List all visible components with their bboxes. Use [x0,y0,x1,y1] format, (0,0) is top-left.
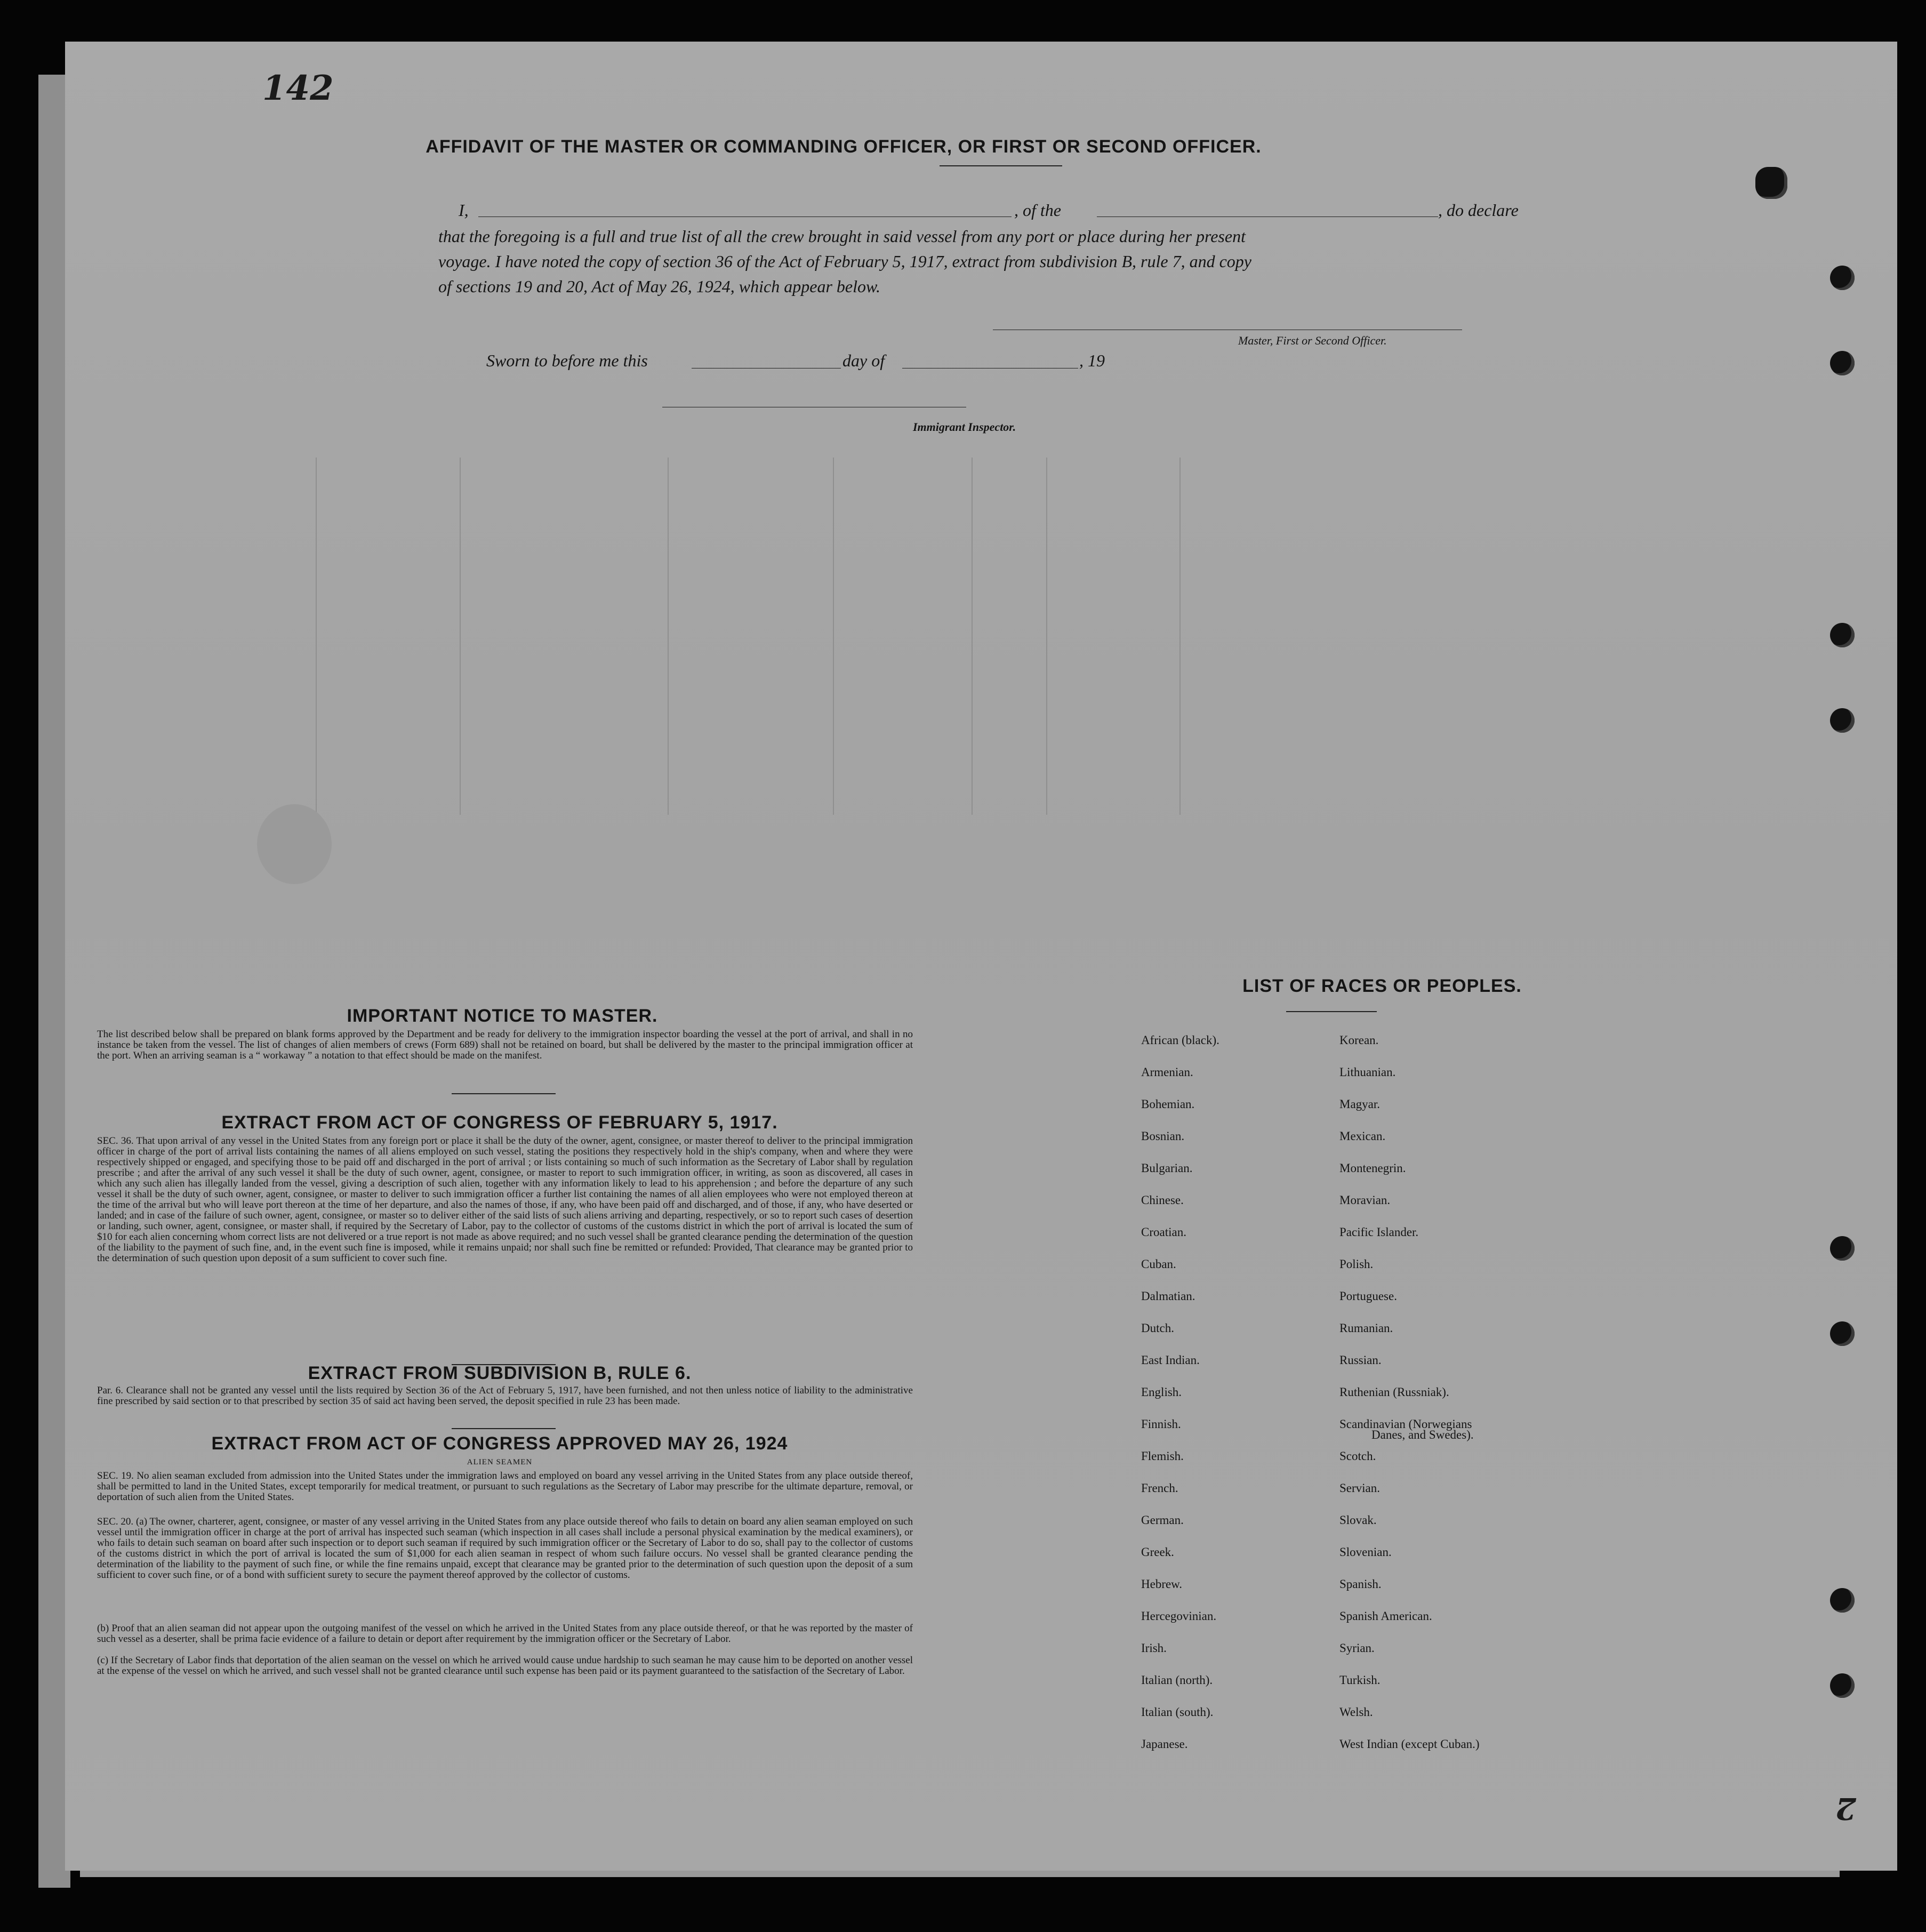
ghost-rule [1179,458,1181,815]
extract-1924-title: EXTRACT FROM ACT OF CONGRESS APPROVED MAY 26, 1924 [211,1433,788,1454]
affidavit-line-4: of sections 19 and 20, Act of May 26, 1924, which appear below. [438,277,880,296]
race-item: English. [1141,1385,1182,1399]
race-item: Spanish. [1339,1577,1382,1591]
race-item: Dutch. [1141,1321,1174,1335]
race-item: French. [1141,1481,1178,1495]
extract-1917-title: EXTRACT FROM ACT OF CONGRESS OF FEBRUARY 5, 1917. [221,1112,778,1133]
affidavit-line-2: that the foregoing is a full and true list of all the crew brought in said vessel from any port or place during her present [438,227,1246,246]
notice-text: The list described below shall be prepared on blank forms approved by the Department and be ready for delivery to the immigration inspector boarding the vessel at the port of arrival, and shall in no instance be taken from the vessel. The list of changes of alien members of crews (Form 689) shall not be retained on board, but shall be delivered by the master to the principal immigration officer at the port. When an arriving seaman is a “ workaway ” a notation to that effect should be made on the manifest. [97,1029,913,1061]
race-item: Armenian. [1141,1065,1193,1079]
binder-hole [1830,1321,1855,1346]
race-item: Bohemian. [1141,1097,1195,1111]
race-item: Bosnian. [1141,1129,1185,1143]
divider [1286,1011,1377,1012]
race-item: Magyar. [1339,1097,1381,1111]
race-item: Ruthenian (Russniak). [1339,1385,1449,1399]
signature-label: Master, First or Second Officer. [1238,334,1387,347]
race-item: Lithuanian. [1339,1065,1396,1079]
ghost-rule [460,458,461,815]
race-item: Syrian. [1339,1641,1375,1655]
race-item: Scandinavian (Norwegians [1339,1417,1472,1431]
race-item: Cuban. [1141,1257,1176,1271]
year-label: , 19 [1079,351,1105,370]
race-item: Hebrew. [1141,1577,1183,1591]
extract-rule6-title: EXTRACT FROM SUBDIVISION B, RULE 6. [308,1363,692,1383]
race-item: Turkish. [1339,1673,1381,1687]
extract-1924-sec20a: SEC. 20. (a) The owner, charterer, agent, consignee, or master of any vessel arriving in the United States from any place outside thereof who fails to detain on board any alien seaman employed on such vessel until the immigration officer in charge at the port of arrival has inspected such seaman (which inspection in all cases shall include a personal physical examination by the medical examiners), or who fails to detain such seaman on board after such inspection or to deport such seaman if required by such immigration officer or the Secretary of Labor to do so, shall pay to the collector of customs of the customs district in which the port of arrival is located the sum of $1,000 for each alien seaman in respect of whom such failure occurs. No vessel shall be granted clearance pending the determination of the liability to the payment of such fine, or while the fine remains unpaid, except that clearance may be granted prior to the determination of such question upon the deposit of a sum sufficient to cover such fine, or of a bond with sufficient surety to secure the payment thereof approved by the collector of customs. [97,1516,913,1581]
ghost-rule [668,458,669,815]
race-item: Japanese. [1141,1737,1188,1751]
race-item: Finnish. [1141,1417,1181,1431]
binder-hole [1830,1236,1855,1261]
manifest-page [65,42,1897,1871]
extract-1924-sec20b: (b) Proof that an alien seaman did not appear upon the outgoing manifest of the vessel on which he arrived in the United States from any place outside thereof, or that he was reported by the master of such vessel as a deserter, shall be prima facie evidence of a failure to detain or deport after requirement by the immigration officer or the Secretary of Labor. [97,1623,913,1645]
race-item: Hercegovinian. [1141,1609,1217,1623]
extract-1924-sec20c: (c) If the Secretary of Labor finds that deportation of the alien seaman on the vessel on which he arrived would cause undue hardship to such seaman he may cause him to be deported on another vessel at the expense of the vessel on which he arrived, and such vessel shall not be granted clearance until such expense has been paid or its payment guaranteed to the satisfaction of the Secretary of Labor. [97,1655,913,1677]
race-item: Bulgarian. [1141,1161,1193,1175]
race-item: Italian (south). [1141,1705,1214,1719]
binder-hole [1830,351,1855,375]
binder-hole [1830,1588,1855,1613]
day-of-label: day of [842,351,885,370]
race-item: Flemish. [1141,1449,1184,1463]
paper-tear [1755,167,1787,199]
race-item: Korean. [1339,1033,1379,1047]
ghost-rule [833,458,834,815]
binder-hole [1830,1673,1855,1698]
races-column-1 [1141,1033,1219,1769]
race-item: Pacific Islander. [1339,1225,1419,1239]
divider [452,1428,556,1429]
race-item: Croatian. [1141,1225,1186,1239]
races-column-2 [1339,1033,1480,1769]
affidavit-line-3: voyage. I have noted the copy of section 36 of the Act of February 5, 1917, extract from subdivision B, rule 7, and copy [438,252,1251,271]
affidavit-i: I, [459,201,469,220]
race-item: Servian. [1339,1481,1381,1495]
corner-mark: 2 [1835,1791,1856,1826]
race-item: Italian (north). [1141,1673,1213,1687]
binder-hole [1830,708,1855,733]
race-item: Welsh. [1339,1705,1373,1719]
race-item: Spanish American. [1339,1609,1432,1623]
affidavit-declare: , do declare [1438,201,1519,220]
notice-title: IMPORTANT NOTICE TO MASTER. [347,1006,658,1026]
sworn-label: Sworn to before me this [486,351,648,370]
race-item: Chinese. [1141,1193,1184,1207]
page-number: 142 [262,68,334,108]
affidavit-of-the: , of the [1014,201,1061,220]
race-item: Scotch. [1339,1449,1376,1463]
ghost-rule [972,458,973,815]
race-item: African (black). [1141,1033,1219,1047]
extract-1917-text: SEC. 36. That upon arrival of any vessel in the United States from any foreign port or place it shall be the duty of the owner, agent, consignee, or master thereof to deliver to the principal immigration officer in charge of the port of arrival lists containing the names of all aliens employed on such vessel, stating the positions they respectively hold in the ship's company, when and where they were respectively shipped or engaged, and specifying those to be paid off and discharged in the port of arrival ; or lists containing so much of such information as the Secretary of Labor shall by regulation prescribe ; and after the arrival of any such vessel it shall be the duty of such owner, agent, consignee, or master to report to such immigration officer, in writing, as soon as discovered, all cases in which any such alien has illegally landed from the vessel, giving a description of such alien, together with any information likely to lead to his apprehension ; and before the departure of any such vessel it shall be the duty of such owner, agent, consignee, or master to deliver to such immigration officer a further list containing the names of all alien employees who were not employed thereon at the time of the arrival but who will leave port thereon at the time of her departure, and also the names of those, if any, who have been paid off and discharged, and of those, if any, who have deserted or landed; and in case of the failure of such owner, agent, consignee, or master so to deliver either of the said lists of such aliens arriving and departing, respectively, or so to report such cases of desertion or landing, such owner, agent, consignee, or master shall, if required by the Secretary of Labor, pay to the collector of customs of the customs district in which the port of arrival is located the sum of $10 for each alien concerning whom correct lists are not delivered or a true report is not made as above required; and no such vessel shall be granted clearance pending the determination of the question of the liability to the payment of such fine, and, in the event such fine is imposed, while it remains unpaid; nor shall such fine be remitted or refunded: Provided, That clearance may be granted prior to the determination of such question upon deposit of a sum sufficient to cover such fine. [97,1135,913,1264]
race-item: Slovenian. [1339,1545,1392,1559]
divider [452,1093,556,1094]
race-item: Greek. [1141,1545,1174,1559]
binder-hole [1830,623,1855,647]
race-item: East Indian. [1141,1353,1200,1367]
race-item: Montenegrin. [1339,1161,1406,1175]
ghost-rule [316,458,317,815]
divider [940,165,1062,166]
inspector-label: Immigrant Inspector. [913,420,1016,434]
race-item: Dalmatian. [1141,1289,1195,1303]
ghost-stamp [257,804,332,884]
race-item: Portuguese. [1339,1289,1397,1303]
race-item: Russian. [1339,1353,1382,1367]
race-item: Rumanian. [1339,1321,1393,1335]
races-scandinavian-continued: Danes, and Swedes). [1371,1428,1474,1441]
extract-1924-subtitle: ALIEN SEAMEN [467,1458,533,1466]
extract-1924-sec19: SEC. 19. No alien seaman excluded from admission into the United States under the immigration laws and employed on board any vessel arriving in the United States from any place outside thereof, shall be permitted to land in the United States, except temporarily for medical treatment, or pursuant to such regulations as the Secretary of Labor may prescribe for the ultimate departure, removal, or deportation of such alien from the United States. [97,1470,913,1503]
affidavit-title: AFFIDAVIT OF THE MASTER OR COMMANDING OFFICER, OR FIRST OR SECOND OFFICER. [426,137,1262,157]
race-item: Slovak. [1339,1513,1377,1527]
race-item: West Indian (except Cuban.) [1339,1737,1480,1751]
binder-hole [1830,266,1855,290]
races-title: LIST OF RACES OR PEOPLES. [1242,976,1522,996]
race-item: Polish. [1339,1257,1374,1271]
race-item: German. [1141,1513,1184,1527]
extract-rule6-text: Par. 6. Clearance shall not be granted any vessel until the lists required by Section 36 of the Act of February 5, 1917, have been furnished, and not then unless notice of liability to the administrative fine prescribed by said section or to that prescribed by section 35 of said act having been served, the deposit specified in rule 23 has been made. [97,1385,913,1407]
race-item: Mexican. [1339,1129,1386,1143]
race-item: Irish. [1141,1641,1167,1655]
ghost-rule [1046,458,1047,815]
race-item: Moravian. [1339,1193,1391,1207]
